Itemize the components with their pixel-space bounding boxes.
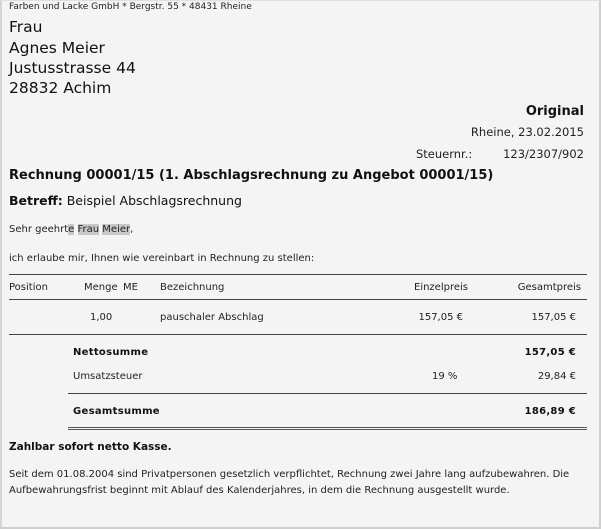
invoice-title: Rechnung 00001/15 (1. Abschlagsrechnung zu Angebot 00001/15) xyxy=(9,168,494,183)
table-body-rule xyxy=(9,334,587,335)
header-total-price: Gesamtpreis xyxy=(517,282,581,293)
row-quantity: 1,00 xyxy=(90,312,113,323)
tax-number-label: Steuernr.: xyxy=(416,147,473,161)
recipient-salutation: Frau xyxy=(9,18,43,36)
header-unit-price: Einzelpreis xyxy=(414,282,468,293)
recipient-name: Agnes Meier xyxy=(9,39,105,57)
header-quantity: Menge xyxy=(84,282,118,293)
recipient-street: Justusstrasse 44 xyxy=(9,59,136,77)
tax-number-value: 123/2307/902 xyxy=(503,147,584,161)
recipient-city: 28832 Achim xyxy=(9,79,112,97)
greeting-end: , xyxy=(130,224,134,235)
legal-notice: Seit dem 01.08.2004 sind Privatpersonen gesetzlich verpflichtet, Rechnung zwei Jahre lang aufzubewahren. Die Aufbewahrungsfrist beginnt mit Ablauf des Kalenderjahres, in dem die Rechnung ausgestellt wurde. xyxy=(9,469,570,496)
greeting-field-suffix[interactable]: e xyxy=(68,224,75,235)
payment-terms: Zahlbar sofort netto Kasse. xyxy=(9,441,172,453)
subject-line xyxy=(9,193,242,208)
row-unit-price: 157,05 € xyxy=(418,312,463,323)
totals-rule xyxy=(68,393,587,394)
header-position: Position xyxy=(9,282,48,293)
vat-rate: 19 % xyxy=(432,371,458,382)
gross-total-value: 186,89 € xyxy=(524,406,576,417)
totals-double-rule xyxy=(68,427,587,430)
place-date: Rheine, 23.02.2015 xyxy=(470,125,584,139)
subject-value: Beispiel Abschlagsrechnung xyxy=(66,193,242,208)
greeting-field-title[interactable]: Frau xyxy=(77,224,100,235)
greeting-line xyxy=(9,224,133,235)
vat-value: 29,84 € xyxy=(537,371,576,382)
table-top-rule xyxy=(9,274,587,275)
greeting-prefix: Sehr geehrt xyxy=(9,224,69,235)
gross-total-label: Gesamtsumme xyxy=(73,406,160,417)
row-total-price: 157,05 € xyxy=(531,312,576,323)
row-description: pauschaler Abschlag xyxy=(160,312,264,323)
copy-label: Original xyxy=(525,104,584,119)
subject-label: Betreff: xyxy=(9,193,63,208)
vat-label: Umsatzsteuer xyxy=(73,371,143,382)
table-header-rule xyxy=(9,299,587,300)
intro-text: ich erlaube mir, Ihnen wie vereinbart in Rechnung zu stellen: xyxy=(9,253,315,264)
net-total-label: Nettosumme xyxy=(73,347,149,358)
net-total-value: 157,05 € xyxy=(524,347,576,358)
header-description: Bezeichnung xyxy=(160,282,225,293)
header-unit: ME xyxy=(123,282,138,293)
sender-address-line: Farben und Lacke GmbH * Bergstr. 55 * 48431 Rheine xyxy=(9,2,252,12)
greeting-field-name[interactable]: Meier xyxy=(102,224,131,235)
